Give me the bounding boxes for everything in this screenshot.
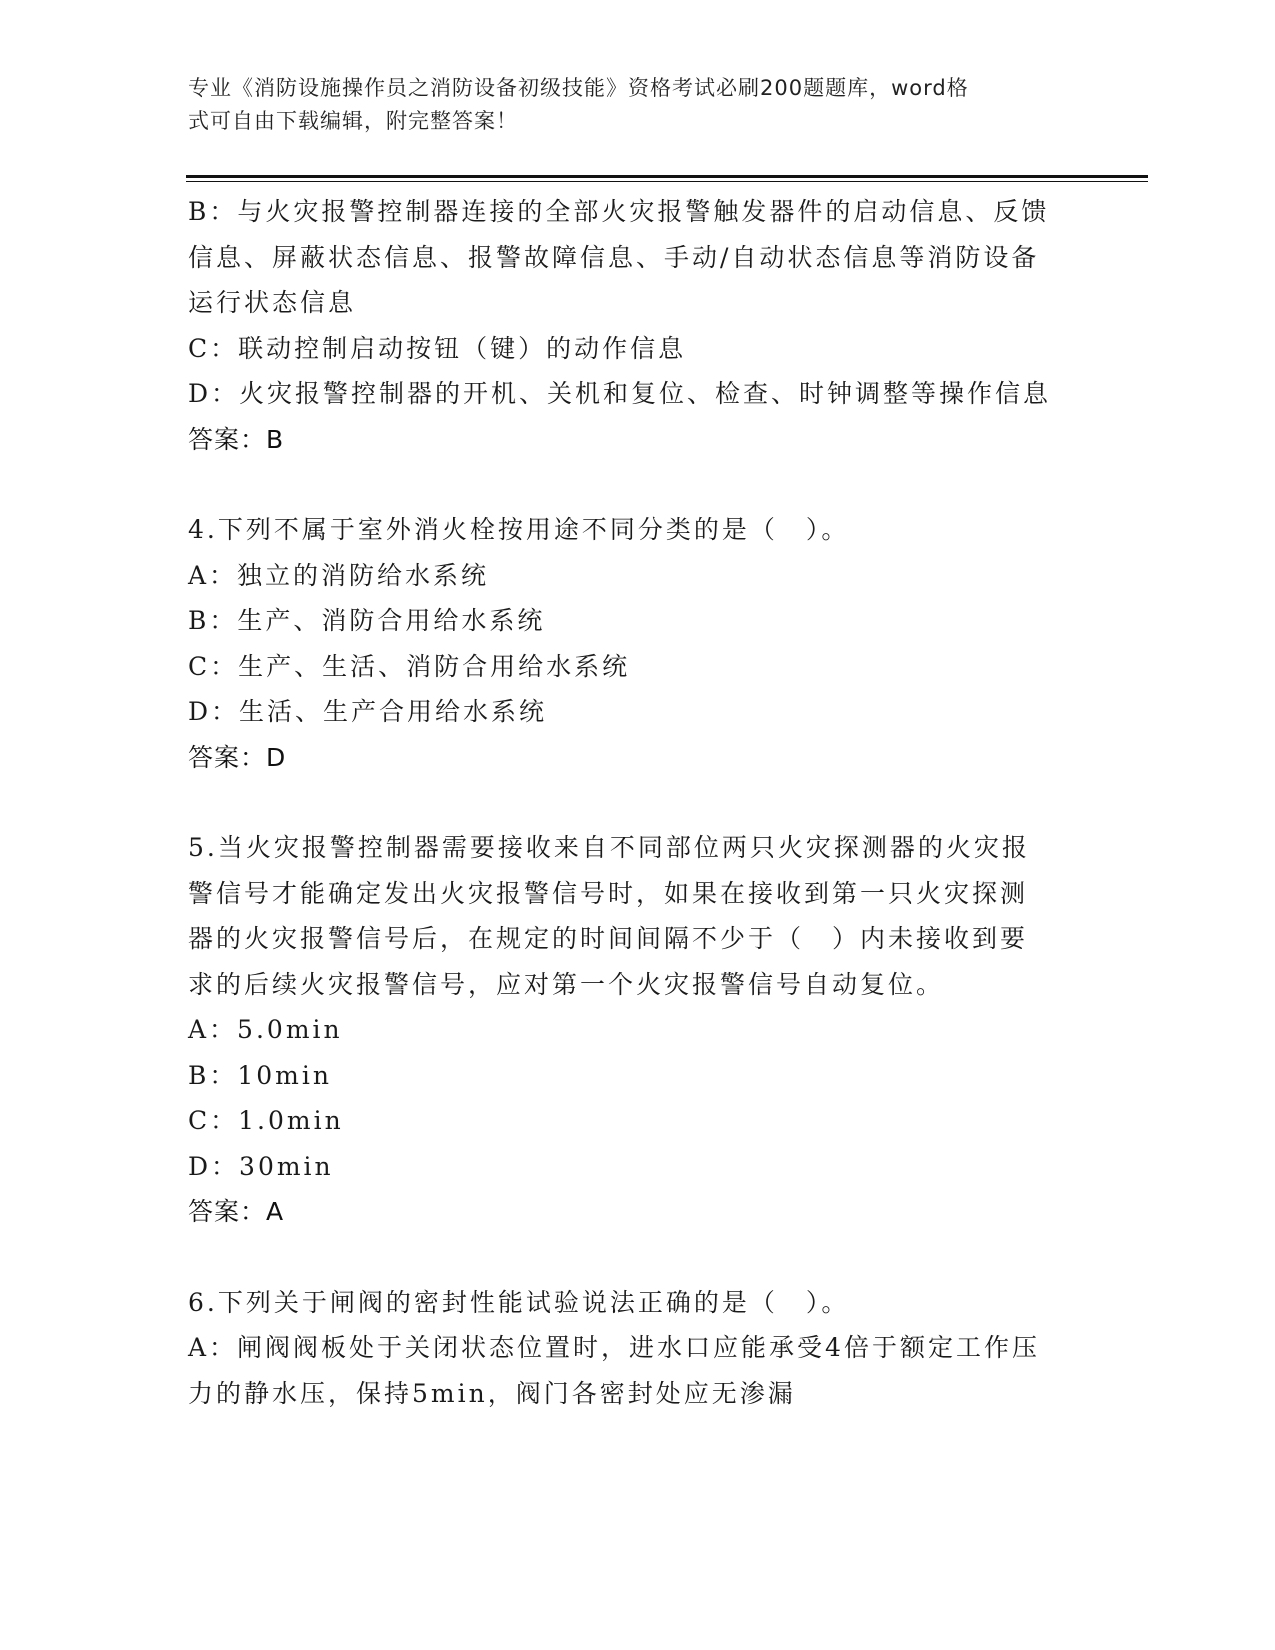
question-list bbox=[188, 189, 1088, 1416]
q3-option-b-line-3: 运行状态信息 bbox=[188, 288, 357, 317]
question-6 bbox=[188, 1280, 1088, 1417]
question-5 bbox=[188, 825, 1088, 1235]
header-line-2: 式可自由下载编辑，附完整答案！ bbox=[188, 109, 518, 133]
q5-stem-line-3: 器的火灾报警信号后，在规定的时间间隔不少于（ ）内未接收到要 bbox=[188, 924, 1029, 953]
header-divider-thick bbox=[186, 175, 1148, 178]
q5-stem-line-2: 警信号才能确定发出火灾报警信号时，如果在接收到第一只火灾探测 bbox=[188, 878, 1029, 908]
document-header bbox=[188, 72, 1088, 138]
q4-option-a: A：独立的消防给水系统 bbox=[188, 560, 490, 590]
q5-option-a: A：5.0min bbox=[188, 1015, 343, 1044]
q3-option-c: C：联动控制启动按钮（键）的动作信息 bbox=[188, 333, 687, 363]
question-4 bbox=[188, 507, 1088, 780]
q6-stem: 6.下列关于闸阀的密封性能试验说法正确的是（ ）。 bbox=[188, 1287, 850, 1317]
q3-option-b-line-2: 信息、屏蔽状态信息、报警故障信息、手动/自动状态信息等消防设备 bbox=[188, 242, 1040, 272]
spacer bbox=[188, 780, 1088, 825]
q5-stem-line-1: 5.当火灾报警控制器需要接收来自不同部位两只火灾探测器的火灾报 bbox=[188, 833, 1030, 862]
q3-option-b-line-1: B：与火灾报警控制器连接的全部火灾报警触发器件的启动信息、反馈 bbox=[188, 197, 1050, 226]
q5-option-d: D：30min bbox=[188, 1151, 334, 1181]
q4-stem: 4.下列不属于室外消火栓按用途不同分类的是（ ）。 bbox=[188, 515, 850, 544]
q5-stem-line-4: 求的后续火灾报警信号，应对第一个火灾报警信号自动复位。 bbox=[188, 969, 945, 999]
q4-answer: 答案：D bbox=[188, 742, 287, 772]
q4-option-d: D：生活、生产合用给水系统 bbox=[188, 697, 548, 726]
header-divider-thin bbox=[186, 181, 1148, 182]
q6-option-a-line-2: 力的静水压，保持5min，阀门各密封处应无渗漏 bbox=[188, 1378, 796, 1408]
spacer bbox=[188, 1235, 1088, 1280]
q5-option-c: C：1.0min bbox=[188, 1106, 344, 1135]
spacer bbox=[188, 462, 1088, 507]
q3-option-d: D：火灾报警控制器的开机、关机和复位、检查、时钟调整等操作信息 bbox=[188, 379, 1052, 408]
q4-option-c: C：生产、生活、消防合用给水系统 bbox=[188, 651, 631, 681]
q3-answer: 答案：B bbox=[188, 424, 285, 454]
q5-option-b: B：10min bbox=[188, 1060, 332, 1090]
header-line-1: 专业《消防设施操作员之消防设备初级技能》资格考试必刷200题题库，word格 bbox=[188, 76, 969, 100]
q5-answer: 答案：A bbox=[188, 1197, 285, 1226]
q6-option-a-line-1: A：闸阀阀板处于关闭状态位置时，进水口应能承受4倍于额定工作压 bbox=[188, 1333, 1040, 1362]
question-3 bbox=[188, 189, 1088, 462]
q4-option-b: B：生产、消防合用给水系统 bbox=[188, 606, 546, 635]
